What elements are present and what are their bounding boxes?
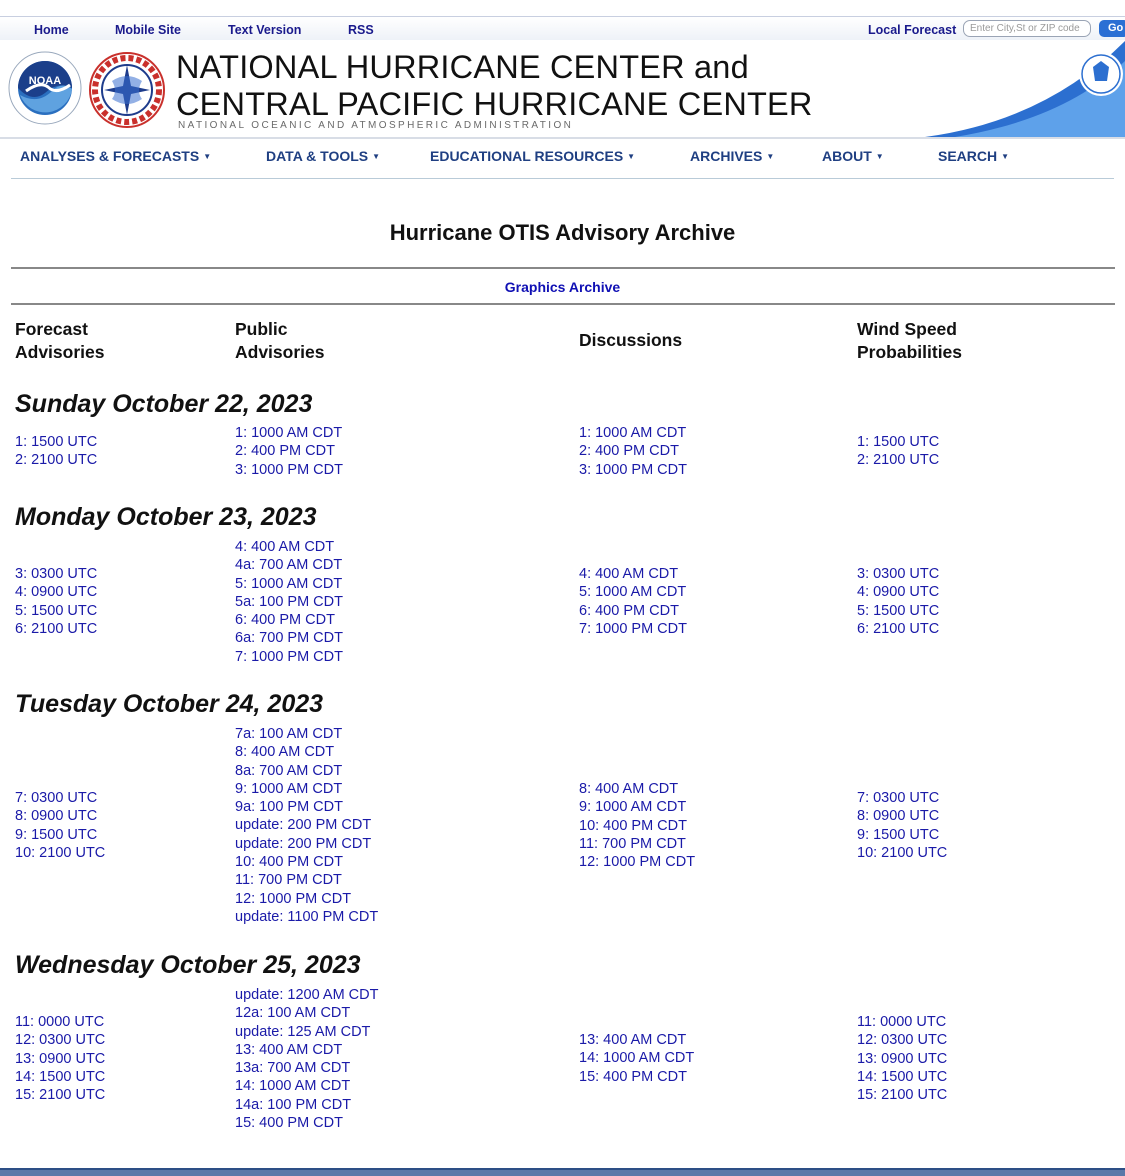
wind-probability-link[interactable]: 7: 0300 UTC xyxy=(857,790,940,806)
wind-probability-link[interactable]: 2: 2100 UTC xyxy=(857,452,940,469)
wind-probability-link[interactable]: 15: 2100 UTC xyxy=(857,1087,948,1104)
public-advisory-link[interactable]: 10: 400 PM CDT xyxy=(235,854,343,871)
discussion-link[interactable]: 13: 400 AM CDT xyxy=(579,1032,687,1048)
public-advisory-link[interactable]: update: 200 PM CDT xyxy=(235,817,372,834)
public-advisory-link[interactable]: 13: 400 AM CDT xyxy=(235,1041,343,1058)
day-heading: Sunday October 22, 2023 xyxy=(15,390,313,418)
public-advisory-link[interactable]: 12a: 100 AM CDT xyxy=(235,1005,351,1022)
nav-about[interactable]: ABOUT ▼ xyxy=(822,148,884,164)
wind-column xyxy=(857,1013,947,1104)
public-advisory-link[interactable]: 5: 1000 AM CDT xyxy=(235,575,343,592)
header-divider xyxy=(0,137,1125,139)
forecast-column xyxy=(15,1013,105,1104)
discussions-column xyxy=(579,780,695,871)
discussion-link[interactable]: 4: 400 AM CDT xyxy=(579,566,679,582)
forecast-advisory-link[interactable]: 1: 1500 UTC xyxy=(15,434,98,450)
discussions-column xyxy=(579,424,687,479)
public-column xyxy=(235,986,378,1132)
public-column xyxy=(235,424,343,479)
graphics-archive-link[interactable]: Graphics Archive xyxy=(504,279,621,295)
wind-probability-link[interactable]: 8: 0900 UTC xyxy=(857,808,940,825)
discussion-link[interactable]: 2: 400 PM CDT xyxy=(579,443,679,460)
forecast-advisory-link[interactable]: 12: 0300 UTC xyxy=(15,1032,106,1049)
site-subtitle: NATIONAL OCEANIC AND ATMOSPHERIC ADMINISTRATION xyxy=(178,120,574,131)
public-column xyxy=(235,538,343,666)
dropdown-caret-icon: ▼ xyxy=(766,152,775,161)
forecast-advisory-link[interactable]: 13: 0900 UTC xyxy=(15,1050,106,1067)
graphics-divider xyxy=(11,303,1115,305)
header-swoosh xyxy=(925,41,1125,137)
discussion-link[interactable]: 7: 1000 PM CDT xyxy=(579,620,687,637)
day-heading: Wednesday October 25, 2023 xyxy=(15,951,361,979)
wind-speed-probabilities-header: Wind Speed Probabilities xyxy=(857,319,963,362)
forecast-advisory-link[interactable]: 8: 0900 UTC xyxy=(15,808,98,825)
public-advisory-link[interactable]: 6: 400 PM CDT xyxy=(235,612,335,629)
forecast-advisory-link[interactable]: 9: 1500 UTC xyxy=(15,826,98,843)
forecast-advisory-link[interactable]: 11: 0000 UTC xyxy=(15,1014,105,1030)
wind-probability-link[interactable]: 10: 2100 UTC xyxy=(857,844,948,861)
day-heading: Tuesday October 24, 2023 xyxy=(15,690,324,718)
discussion-link[interactable]: 8: 400 AM CDT xyxy=(579,781,679,797)
dropdown-caret-icon: ▼ xyxy=(875,152,884,161)
public-advisory-link[interactable]: 15: 400 PM CDT xyxy=(235,1115,343,1132)
wind-probability-link[interactable]: 1: 1500 UTC xyxy=(857,434,940,450)
public-advisory-link[interactable]: 7a: 100 AM CDT xyxy=(235,726,343,742)
local-forecast-label: Local Forecast xyxy=(868,23,957,37)
go-button[interactable]: Go xyxy=(1099,20,1125,37)
public-advisory-link[interactable]: 4a: 700 AM CDT xyxy=(235,557,343,574)
public-advisory-link[interactable]: 7: 1000 PM CDT xyxy=(235,648,343,665)
forecast-column xyxy=(15,433,97,470)
public-advisories-header: Public Advisories xyxy=(235,319,325,362)
dropdown-caret-icon: ▼ xyxy=(203,152,212,161)
discussion-link[interactable]: 3: 1000 PM CDT xyxy=(579,461,687,478)
public-advisory-link[interactable]: 11: 700 PM CDT xyxy=(235,872,342,889)
public-advisory-link[interactable]: 8a: 700 AM CDT xyxy=(235,762,343,779)
discussion-link[interactable]: 11: 700 PM CDT xyxy=(579,835,686,852)
wind-probability-link[interactable]: 13: 0900 UTC xyxy=(857,1050,948,1067)
forecast-advisory-link[interactable]: 7: 0300 UTC xyxy=(15,790,98,806)
discussion-link[interactable]: 6: 400 PM CDT xyxy=(579,602,679,619)
wind-probability-link[interactable]: 4: 0900 UTC xyxy=(857,584,940,601)
discussion-link[interactable]: 10: 400 PM CDT xyxy=(579,817,687,834)
discussion-link[interactable]: 15: 400 PM CDT xyxy=(579,1068,687,1085)
forecast-advisory-link[interactable]: 2: 2100 UTC xyxy=(15,452,98,469)
dropdown-caret-icon: ▼ xyxy=(372,152,381,161)
discussion-link[interactable]: 1: 1000 AM CDT xyxy=(579,425,687,441)
wind-probability-link[interactable]: 6: 2100 UTC xyxy=(857,620,940,637)
title-divider xyxy=(11,267,1115,269)
noaa-logo[interactable] xyxy=(8,51,82,130)
forecast-advisory-link[interactable]: 5: 1500 UTC xyxy=(15,602,98,619)
public-advisory-link[interactable]: 6a: 700 PM CDT xyxy=(235,630,343,647)
public-advisory-link[interactable]: 5a: 100 PM CDT xyxy=(235,593,343,610)
nav-search[interactable]: SEARCH ▼ xyxy=(938,148,1010,164)
public-advisory-link[interactable]: 14: 1000 AM CDT xyxy=(235,1078,351,1095)
public-advisory-link[interactable]: 2: 400 PM CDT xyxy=(235,443,335,460)
home-link[interactable]: Home xyxy=(34,23,69,37)
forecast-column xyxy=(15,565,97,638)
nav-data-tools[interactable]: DATA & TOOLS ▼ xyxy=(266,148,381,164)
discussion-link[interactable]: 5: 1000 AM CDT xyxy=(579,584,687,601)
utility-bar xyxy=(0,16,1125,40)
site-title-line-2: CENTRAL PACIFIC HURRICANE CENTER xyxy=(176,86,813,122)
forecast-column xyxy=(15,789,105,862)
local-forecast-search-input[interactable]: Enter City,St or ZIP code xyxy=(963,20,1091,37)
public-advisory-link[interactable]: update: 125 AM CDT xyxy=(235,1023,371,1040)
wind-column xyxy=(857,565,939,638)
public-advisory-link[interactable]: update: 1100 PM CDT xyxy=(235,908,379,925)
nav-educational-resources[interactable]: EDUCATIONAL RESOURCES ▼ xyxy=(430,148,636,164)
text-version-link[interactable]: Text Version xyxy=(228,23,302,37)
nav-archives[interactable]: ARCHIVES ▼ xyxy=(690,148,775,164)
wind-probability-link[interactable]: 14: 1500 UTC xyxy=(857,1068,948,1085)
public-advisory-link[interactable]: 14a: 100 PM CDT xyxy=(235,1096,352,1113)
public-advisory-link[interactable]: 3: 1000 PM CDT xyxy=(235,461,343,478)
public-advisory-link[interactable]: 4: 400 AM CDT xyxy=(235,539,335,555)
discussions-column xyxy=(579,1031,694,1086)
discussion-link[interactable]: 9: 1000 AM CDT xyxy=(579,799,687,816)
forecast-advisories-header: Forecast Advisories xyxy=(15,319,105,362)
noaa-logo-text: NOAA xyxy=(28,75,62,87)
discussion-link[interactable]: 12: 1000 PM CDT xyxy=(579,854,696,871)
nav-divider xyxy=(11,178,1114,179)
dropdown-caret-icon: ▼ xyxy=(1001,152,1010,161)
nws-logo[interactable] xyxy=(88,51,166,134)
wind-probability-link[interactable]: 11: 0000 UTC xyxy=(857,1014,947,1030)
public-advisory-link[interactable]: 12: 1000 PM CDT xyxy=(235,890,352,907)
day-heading: Monday October 23, 2023 xyxy=(15,503,317,531)
discussion-link[interactable]: 14: 1000 AM CDT xyxy=(579,1050,695,1067)
public-advisory-link[interactable]: 13a: 700 AM CDT xyxy=(235,1060,351,1077)
public-advisory-link[interactable]: update: 1200 AM CDT xyxy=(235,987,379,1003)
discussions-column xyxy=(579,565,687,638)
public-advisory-link[interactable]: 9: 1000 AM CDT xyxy=(235,780,343,797)
dropdown-caret-icon: ▼ xyxy=(627,152,636,161)
footer-bar xyxy=(0,1168,1125,1176)
wind-probability-link[interactable]: 12: 0300 UTC xyxy=(857,1032,948,1049)
public-advisory-link[interactable]: 1: 1000 AM CDT xyxy=(235,425,343,441)
forecast-advisory-link[interactable]: 6: 2100 UTC xyxy=(15,620,98,637)
forecast-advisory-link[interactable]: 14: 1500 UTC xyxy=(15,1068,106,1085)
public-column xyxy=(235,725,378,926)
forecast-advisory-link[interactable]: 15: 2100 UTC xyxy=(15,1087,106,1104)
wind-column xyxy=(857,789,947,862)
forecast-advisory-link[interactable]: 10: 2100 UTC xyxy=(15,844,106,861)
site-title-line-1: NATIONAL HURRICANE CENTER and xyxy=(176,49,749,85)
main-nav xyxy=(0,148,1125,168)
nav-analyses-forecasts[interactable]: ANALYSES & FORECASTS ▼ xyxy=(20,148,212,164)
discussions-header: Discussions xyxy=(579,330,683,350)
wind-probability-link[interactable]: 5: 1500 UTC xyxy=(857,602,940,619)
wind-probability-link[interactable]: 9: 1500 UTC xyxy=(857,826,940,843)
public-advisory-link[interactable]: 8: 400 AM CDT xyxy=(235,744,335,761)
page-title: Hurricane OTIS Advisory Archive xyxy=(389,220,736,245)
mobile-site-link[interactable]: Mobile Site xyxy=(115,23,181,37)
forecast-advisory-link[interactable]: 3: 0300 UTC xyxy=(15,566,98,582)
wind-probability-link[interactable]: 3: 0300 UTC xyxy=(857,566,940,582)
forecast-advisory-link[interactable]: 4: 0900 UTC xyxy=(15,584,98,601)
public-advisory-link[interactable]: 9a: 100 PM CDT xyxy=(235,799,343,816)
wind-column xyxy=(857,433,939,470)
rss-link[interactable]: RSS xyxy=(348,23,374,37)
site-header xyxy=(0,41,1125,137)
public-advisory-link[interactable]: update: 200 PM CDT xyxy=(235,835,372,852)
